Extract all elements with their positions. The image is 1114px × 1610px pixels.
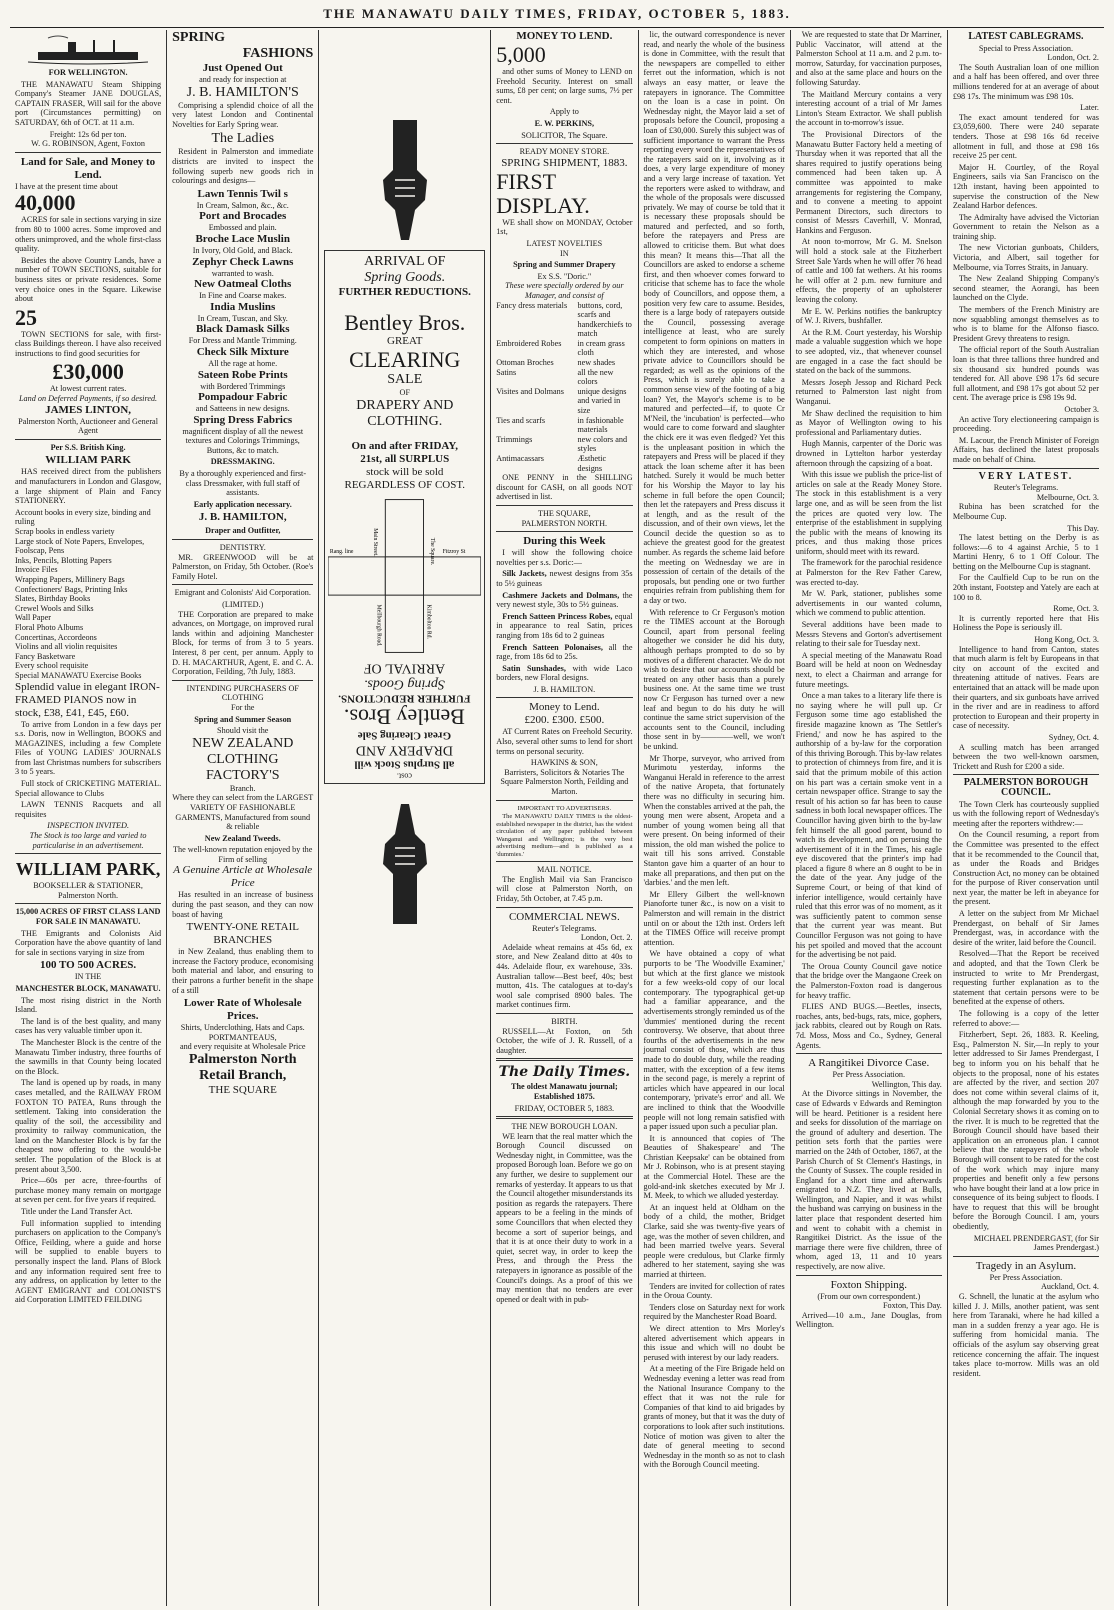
goods-sub: Embossed and plain. (208, 223, 277, 233)
cable-para: M. Lacour, the French Minister of Foreign Affairs, has declined the latest proposals made on behalf of China. (952, 435, 1099, 464)
map-main-label: Main Street. (372, 527, 379, 557)
news-para: Tenders close on Saturday next for work required by the Manchester Road Board. (643, 1302, 785, 1322)
news-para: FLIES AND BUGS.—Beetles, insects, roaches, ants, bed-bugs, rats, mice, gophers, jack rabbits, cleared out by Rough on Rats. 7d. Moss, Moss and Co., Sydney, General Agents. (795, 1002, 942, 1050)
divorce-place: Wellington, This day. (871, 1079, 942, 1089)
divorce-sub: Per Press Association. (832, 1070, 906, 1080)
goods-title: Lawn Tennis Twil s (197, 187, 288, 200)
linton-sub: Palmerston North, Auctioneer and General Agent (18, 416, 158, 436)
perkins: E. W. PERKINS, (534, 118, 595, 128)
reuter: Reuter's Telegrams. (532, 923, 597, 933)
shirts: Shirts, Underclothing, Hats and Caps. (180, 1023, 305, 1033)
goods-title: Pompadour Fabric (198, 391, 288, 404)
jbh-sig: J. B. HAMILTON. (533, 684, 596, 694)
goods-sub: and Satteens in new designs. (195, 404, 290, 414)
ss-head: Per S.S. British King. (50, 442, 126, 452)
pointing-hand-icon-2 (375, 804, 435, 924)
during-text: I will show the following choice novelties per s.s. Doric:— (496, 548, 633, 567)
news-para: Mr Thorpe, surveyor, who arrived from Murimotu yesterday, informs the Wanganui Herald in reference to the arrest of the native Aropeta, that fortunately there was no difficulty in securing him. When the constables arrived at the pah, the young men were absent, Aropeta and a number of young women being all that were present. On being informed of their mission, the old man wished the police to wait till his sons arrived. Constable Stanton gave him a quarter of an hour to make all preparations, and then put on the 'darbies.' and the men left. (643, 753, 785, 888)
pbc-para: Resolved—That the Report be received and adopted, and that the Town Clerk be instructed to write to Mr Prendergast, requesting further explanation as to the statement that certain persons were to be benefited at the expense of others. (952, 949, 1099, 1007)
news-para: With reference to Cr Ferguson's motion re the TIMES account at the Borough Council, apart from personal feeling altogether we consider he did his duty, although perhaps prompted to do so by motives of a different character. We do not wish to desire that our accounts should be treated on any other basis than a purely business one. At the same time we trust now Cr Ferguson has turned over a new leaf and begun to do his duty he will continue the same strict supervision of the accounts sent to the Council, including those sent in by————well, we won't be unkind. (643, 607, 785, 751)
list-item: Scrap books in endless variety (15, 527, 115, 536)
list-item: Account books in every size, binding and ruling (15, 507, 151, 527)
pn: PALMERSTON NORTH. (521, 518, 608, 528)
money-amount: 5,000 (496, 42, 546, 67)
drapery: DRAPERY AND (356, 397, 454, 413)
list-item: Violins and all violin requisites (15, 642, 118, 652)
town-text-1: Besides the above Country Lands, have a number of TOWN SECTIONS, suitable for business sites or private residences. Some very choice ones in the Square. Likewise about (15, 255, 162, 304)
goods-title: Broche Lace Muslin (195, 232, 290, 245)
news-para: The framework for the parochial residence at Palmerston for the Rev Father Carew, was erected to-day. (795, 558, 942, 587)
block-para: Price—60s per acre, three-fourths of purchase money many remain on mortgage at seven per cent. for five years if required. (15, 1176, 162, 1205)
acres-text: ACRES for sale in sections varying in size from 80 to 1000 acres. Some improved and others unimproved, and the whole first-class quality. (15, 215, 162, 254)
ladies-head: The Ladies (211, 131, 275, 147)
news-para: The Oroua County Council gave notice that the bridge over the Mangaone Creek on the Palmerston-Foxton road is dangerous for heavy traffic. (795, 961, 942, 1000)
ship-text: THE MANAWATU Steam Shipping Company's Steamer JANE DOUGLAS, CAPTAIN FRASER, Will sail for the above port (Circumstances permitting) on SATURDAY, 6th of OCT. at 11 a.m. (15, 79, 162, 127)
tennis: LAWN TENNIS Racquets and all requisites (15, 800, 162, 819)
list-item: Confectioners' Bags, Printing Inks (15, 584, 128, 594)
loan-head: THE NEW BOROUGH LOAN. (511, 1122, 618, 1132)
cable-para: An active Tory electioneering campaign is proceeding. (952, 414, 1099, 434)
block-para: The land is opened up by roads, in many cases metalled, and the RAILWAY FROM FOXTON TO PATEA, Runs through the settlement. Taking into consideration the quality of the soil, the accessibility and proximity to railway communication, the land on the Manchester Block is by far the cheapest now offering to the would-be settler. The population of the Block is at present about 3,500. (15, 1078, 162, 1174)
item: Satin Sunshades, with wide Laco borders, new Floral designs. (496, 663, 633, 683)
block-para: The Manchester Block is the centre of the Manawatu Timber industry, three fourths of the sawmills in that County being located on the Block. (15, 1037, 162, 1076)
further: FURTHER REDUCTIONS. (338, 286, 471, 298)
nz-text: in New Zealand, thus enabling them to increase the Factory produce, economising both material and labor, and ensuring to their patrons a further benefit in the shape of a still (172, 947, 314, 995)
spring-goods: Spring Goods. (364, 270, 446, 285)
agent: W. G. ROBINSON, Agent, Foxton (31, 139, 145, 149)
land-head: Land for Sale, and Money to Lend. (20, 155, 156, 181)
first-display: FIRST DISPLAY. (496, 168, 590, 218)
block-para: Title under the Land Transfer Act. (21, 1207, 133, 1217)
bentley-box (324, 250, 485, 784)
goods-sub: For Dress and Mantle Trimming. (188, 336, 297, 346)
dress-head: DRESSMAKING. (210, 457, 275, 467)
flip-further: FURTHER REDUCTIONS. (338, 692, 471, 705)
news-para: A special meeting of the Manawatu Road Board will be held at noon on Wednesday next, to elect a Chairman and arrange for future meetings. (795, 650, 942, 689)
flip-spring-goods: Spring Goods. (364, 676, 446, 692)
ssd: Spring and Summer Drapery (513, 260, 616, 270)
flip-surplus: all Surplus Stock will (354, 758, 455, 771)
london: London, Oct. 2. (580, 933, 633, 943)
item: Silk Jackets, newest designs from 35s to 5½ guineas (496, 569, 633, 588)
rome: Rome, Oct. 3. (1053, 604, 1099, 614)
of: OF (399, 388, 410, 397)
list-item: Inks, Pencils, Blotting Papers (15, 555, 112, 565)
news-para: Mr Shaw declined the requisition to him as Mayor of Wellington owing to his professional and Parliamentary duties. (795, 408, 942, 437)
goods-sub: All the rage at home. (208, 358, 278, 368)
flip-arrival: ARRIVAL OF (364, 660, 446, 676)
column-6 (791, 30, 948, 1606)
goods-sub: magnificent display of all the newest textures and Colorings Trimmings, Buttons, &c to match. (182, 426, 304, 455)
block-para: Full information supplied to intending purchasers on application to the Company's Office, Feilding, where a guide and horse will be supplied to enable buyers to personally inspect the land. Plans of Block and any information required sent free to any address, on application by letter to the AGENT EMIGRANT and COLONIST'S aid Corporation LIMITED FEILDING (15, 1218, 162, 1305)
list-item: Ottoman Broches (496, 358, 554, 368)
list-desc: in fashionable materials (577, 415, 624, 435)
hawkins: HAWKINS & SON, (530, 758, 598, 768)
date: 21st, all SURPLUS (360, 452, 450, 465)
acres-number: 40,000 (15, 190, 76, 216)
arrival: ARRIVAL OF (364, 254, 446, 269)
dress-text: By a thoroughly experienced and first-class Dressmaker, with full staff of assistants. (179, 469, 307, 498)
news-para: We direct attention to Mrs Morley's altered advertisement which appears in this issue and which will no doubt be perused with interest by our lady readers. (643, 1323, 785, 1362)
mail-head: MAIL NOTICE. (536, 865, 592, 875)
goods-sub: In Cream, Salmon, &c., &c. (196, 200, 289, 210)
emig-text: THE Emigrants and Colonists Aid Corporation have the above quantity of land for sale in sections varying in size from (15, 928, 162, 957)
tragedy-text: G. Schnell, the lunatic at the asylum who killed J. J. Mills, another patient, was sent here from Taranaki, where he had killed a man in a sudden frenzy a year ago. He is suffering from homicidal mania. The officials of the asylum say observing great reticence concerning the affair. The inquest takes place to-morrow. Mills was an old resident. (952, 1292, 1099, 1378)
tragedy-sub: Per Press Association. (989, 1272, 1063, 1282)
these: These were specially ordered by our Manager, and consist of (505, 281, 624, 300)
news-para: With this issue we publish the price-list of articles on sale at the Ready Money Store. The stock in this establishment is a very large one, and as will be seen from the list the prices are quoted very low. The enterprise of the establishment in supplying the public with the means of knowing its prices, and thus making those prices uniform, should meet with its reward. (795, 470, 942, 556)
columns (10, 30, 1104, 1606)
linton-name: JAMES LINTON, (45, 403, 132, 416)
list-desc: Æsthetic designs (577, 454, 607, 473)
money-note: At lowest current rates. (49, 384, 127, 394)
sydney: Sydney, Oct. 4. (1048, 732, 1099, 742)
steamship-icon (28, 32, 148, 66)
column-4 (491, 30, 638, 1606)
cable-oct3: October 3. (1064, 404, 1099, 414)
should: Should visit the (217, 726, 269, 736)
corp-text: THE Corporation are prepared to make advances, on Mortgage, on improved rural lands within and adjoining Manchester Block, for terms of from 3 to 5 years. Interest, 8 per cent, per annum. Apply to D. H. MACARTHUR, Agent, E. and C. A. Corporation, Feilding, 7th July, 1883. (172, 609, 314, 677)
where: Where they can select from the LARGEST VARIETY OF FASHIONABLE GARMENTS, Manufactured from sound & reliable (172, 793, 314, 832)
cable-para: The South Australian loan of one million and a half has been offered, and over three millions tendered for at an average of about £98 17s. The minimum was £98 10s. (952, 62, 1099, 101)
inspect-sub: The Stock is too large and varied to particularise in an advertisement. (29, 831, 147, 850)
branch: Branch. (229, 783, 256, 793)
news-para: It is announced that copies of 'The Beauties of Shakespeare' and 'The Christian Keepsake' can be obtained from Mr J. Robinson, who is at present staying at the Commercial Hotel. These are the gold-and-ink sketches executed by Mr J. M. Meek, to which we alluded yesterday. (643, 1133, 785, 1201)
drapery-list (496, 301, 632, 474)
fashions-head: FASHIONS (242, 46, 314, 61)
column-7 (948, 30, 1104, 1606)
sale: SALE (387, 372, 423, 387)
column-5 (639, 30, 791, 1606)
pianos: Splendid value in elegant IRON-FRAMED PIANOS now in stock, £38, £41, £45, £60. (15, 680, 160, 719)
stock: stock will be sold (366, 465, 444, 478)
goods-sub: In Fine and Coarse makes. (199, 291, 287, 301)
nzcf: NEW ZEALAND CLOTHING FACTORY'S (192, 735, 294, 783)
great: GREAT (387, 335, 423, 347)
news-para: Several additions have been made to Messrs Stevens and Gorton's advertisement relating to their sale for Tuesday next. (795, 620, 942, 649)
port: PORTMANTEAUS, (208, 1032, 277, 1042)
the-square: THE SQUARE (208, 1084, 277, 1096)
list-item: Invoice Files (15, 565, 58, 575)
goods-title: New Oatmeal Cloths (194, 278, 292, 291)
list-desc: in cream grass cloth (577, 338, 625, 358)
goods-title: India Muslins (210, 300, 276, 313)
pbc-para: The Town Clerk has courteously supplied us with the following report of Wednesday's meeting after the reporters withdrew:— (952, 799, 1099, 828)
map-road-label: Fitzroy St (442, 548, 466, 555)
news-para: Messrs Joseph Jessop and Richard Peck returned to Palmerston last night from Wanganui. (795, 377, 942, 406)
oldest: The oldest Manawatu journal; Established 1875. (511, 1082, 618, 1101)
flip-sale: Great Clearing Sale (358, 729, 452, 742)
list-desc: new shades (577, 358, 616, 368)
divorce-text: At the Divorce sittings in November, the case of Edwards v Edwards and Remington will be heard. Petitioner is a resident here and seeks for dissolution of the marriage on the ground of adultery and desertion. The petition sets forth that the parties were married on the 24th of October, 1867, at the Parish Church of St Clement's Hastings, in the County of Sussex. The couple resided in England for a short time and afterwards emigrated to N.Z. They lived at Bulls, Wellington, and Napier, and it was whilst the husband was carrying on business in the latter place that respondent deserted him and went to cohabit with a chemist in Rangitikei District. As the issue of the marriage there were five children, three of whom, aged 13, 11 and 10 years respectively, are now alive. (795, 1089, 942, 1272)
column-3 (319, 30, 491, 1606)
money-text: and other sums of Money to LEND on Freehold Security. Interest on small sums, £8 per cent; on large sums, 7½ per cent. (496, 67, 633, 105)
mail-text: The English Mail via San Francisco will close at Palmerston North, on Friday, 5th October, at 7.45 p.m. (496, 874, 633, 903)
list-item: Fancy dress materials (496, 300, 568, 310)
list-desc: unique designs and varied in size (577, 386, 627, 416)
during: During this Week (523, 535, 606, 548)
goods-list (172, 188, 313, 456)
jbh2: J. B. HAMILTON, (198, 511, 287, 524)
lower: Lower Rate of Wholesale Prices. (183, 997, 302, 1023)
flip-drapery: DRAPERY AND (356, 742, 454, 758)
block-para: The land is of the best quality, and many cases has very valuable timber upon it. (15, 1016, 162, 1036)
land-intro: I have at the present time about (15, 181, 118, 191)
this-day: This Day. (1067, 523, 1099, 533)
map-square-label: The Square. (429, 537, 436, 566)
goods-sub: warranted to wash. (211, 268, 274, 278)
list-desc: buttons, cord, scarfs and handkerchiefs to match (577, 300, 632, 339)
list-item: Embroidered Robes (496, 338, 562, 348)
park-name: WILLIAM PARK (45, 454, 131, 467)
pbc-para: On the Council resuming, a report from the Committee was presented to the effect that it be recommended to the Council that, as under the Roads and Bridges Construction Act, no money can be obtained for the purpose of River conservation until next year, the matter be left in abeyance for the present. (952, 830, 1099, 907)
genuine: A Genuine Article at Wholesale Price (173, 864, 313, 890)
cable-head: LATEST CABLEGRAMS. (968, 31, 1084, 42)
news-para: The Maitland Mercury contains a very interesting account of a trial of Mr James Linton's Steam Extractor. We shall publish the account in to-morrow's issue. (795, 89, 942, 128)
news-para: At an inquest held at Oldham on the body of a child, the mother, Bridget Clarke, said she was twenty-five years of age, was the mother of seven children, and had been married twelve years. Several people were credulous, but Clarke firmly adhered to her statement, saying she was married at thirteen. (643, 1202, 785, 1279)
clearing: CLEARING (349, 347, 461, 372)
pbc-head: PALMERSTON BOROUGH COUNCIL. (963, 777, 1089, 798)
draper: Draper and Outfitter, (205, 526, 281, 536)
news-para: Mr W. Park, stationer, publishes some advertisements in our wanted column, which we commend to public attention. (795, 589, 942, 618)
park-text: HAS received direct from the publishers and manufacturers in London and Glasgow, a large shipment of Plain and Fancy STATIONERY. (15, 467, 162, 506)
loan-text: WE learn that the real matter which the Borough Council discussed on Wednesday night, in Committee, was the proposed Borough loan. Before we go on any further, we desire to supplement our remarks of yesterday. It appears to us that the Council altogether misunderstands its position as regards the ratepayers. There appears to be a feeling in the minds of some Councillors that when elected they become a sort of superior beings, and that it is at once their duty to work in a quiet, secret way, in order to keep the Press, and through the Press the ratepayers in ignorance as possible of the Council's doings. As a proof of this we may mention that no tenders are ever opened or dealt with in pub- (496, 1131, 633, 1304)
we-show: WE shall show on MONDAY, October 1st, (496, 217, 633, 237)
news-para: lic, the outward correspondence is never read, and nearly the whole of the business is done in Committee, with the result that the newspapers are compelled to either ferret out the information, which is not always an easy matter, or leave the ratepayers in ignorance. The Committee on the loan is a case in point. On Wednesday night, the Mayor laid a set of proposals before the Council, proposing a loan of £30,000. Surely this subject was of sufficient importance to warrant the Press reporting every word the representatives of the ratepayers said on it, involving as it does, a very large expenditure of money and a very large increase of taxation. Yet the reporters were asked to withdraw, and the whole of the proposals were discussed privately. We may of course be told that it is necessary these proposals should be matured and perfected, and so forth, before the ratepayers and Press are allowed to criticise them. But what does this mean? It means this—That all the Councillors are asked to endorse a scheme first, and then whoever comes forward to criticise that scheme has to face the whole body of Councillors, and oppose them, a position very few care to assume. Besides, there is a large body of ratepayers outside the Council, possessing average intelligence at least, who are surely competent to form opinions on matters in which they are interested, and whose private advice to Councillors should be regarded; as well as the opinions of the Press, which is surely able to take a common sense view of the footing of a big loan? Yet, the Mayor's scheme is to be matured and perfected—if, to quote Cr M'Neil, the 'incubation' is perfected—who would care to come forward and slaughter the chick ere it was even fledged? Yet this is the unpleasant position in which the ratepayers and Press will be placed if they attack the loan scheme after it has been hatched. Surely it would be much better for his Worship the Mayor to lay his scheme in full before the open Council; then let the ratepayers and Press discuss it at length, and as the result of the discussion, and of their own views, let the Council decide the question so as to achieve the greatest good for the greatest number. As regards the scheme laid before the meeting on Wednesday we are in possession of certain of the details of the proposals, but pending one or two further enquiries refrain from publishing them for a day or two. (643, 30, 785, 606)
cable-spec: Special to Press Association. (978, 43, 1073, 53)
list-item: Floral Photo Albums (15, 622, 84, 632)
for-the: For the (231, 702, 255, 712)
friday: On and after FRIDAY, (351, 439, 459, 452)
list-item: Antimacassars (496, 454, 544, 463)
divorce-head: A Rangitikei Divorce Case. (808, 1057, 930, 1070)
masthead: THE MANAWATU DAILY TIMES, FRIDAY, OCTOBER 5, 1883. (10, 6, 1104, 28)
comm-text: Adelaide wheat remains at 45s 6d, ex store, and New Zealand ditto at 40s to 44s. Adelaide flour, ex warehouse, 33s. Australian tallow—Best beef, 40s; best mutton, 41s. The catalogues at to-day's wool sale comprised 8900 bales. The market continues firm. (496, 942, 633, 1010)
goods-title: Port and Brocades (199, 210, 287, 223)
doric: Ex S.S. "Doric." (537, 271, 592, 281)
corp-limited: (LIMITED.) (222, 600, 264, 609)
goods-sub: In Cream, Tuscan, and Sky. (197, 313, 288, 323)
news-para: We have obtained a copy of what purports to be 'The Woodville Examiner,' but which at the first glance we mistook for a few weeks-old copy of our local contemporary. The typographical get-up had a familiar appearance, and the advertisements strongly reminded us of the 'dummies' mentioned during the recent controversy. We observe, that about three fourths of the advertisements in the new journal consist of those, which are thus made to do double duty, while the reading matter, with the exception of a few items in the second page, is merely a reprint of articles which have appeared in our local contemporary, 'private's error' and all. We are inclined to think that the Woodville people will not long remain satisfied with a paper issued upon such a peculiar plan. (643, 949, 785, 1132)
inspect: INSPECTION INVITED. (47, 821, 129, 831)
dent-text: MR. GREENWOOD will be at Palmerston, on Friday, 5th October. (Roe's Family Hotel. (172, 552, 314, 581)
news-para: At a meeting of the Fire Brigade held on Wednesday evening a letter was read from the National Insurance Company to the effect that it was not the rule for Companies of that kind to aid brigades by grants of money, but that it was the duty of corporations to look after such institutions. Notice of motion was given to alter the date of general meeting to second Wednesday in the month so as not to clash with the Borough Council meeting. (643, 1364, 785, 1470)
block-head: MANCHESTER BLOCK, MANAWATU. (15, 983, 161, 993)
cable-para: The official report of the South Australian loan is that three tallions three hundred and six thousand six hundred pounds was tendered for. All above £98 17s 6d secure full allotment, and £98 17s got about 52 per cent. The average price is £98 19s 9d. (952, 345, 1099, 403)
in: IN (560, 248, 569, 258)
perkins-sub: SOLICITOR, The Square. (521, 130, 608, 140)
dent-head: DENTISTRY. (219, 543, 266, 553)
sums: £200. £300. £500. (524, 714, 605, 727)
reuter: Reuter's Telegrams. (993, 483, 1059, 493)
hong-kong: Hong Kong, Oct. 3. (1034, 635, 1099, 645)
street-map (328, 496, 481, 656)
range: 100 TO 500 ACRES. (39, 959, 137, 972)
melb: Melbourne, Oct. 3. (1036, 492, 1099, 502)
pbc-para: Fitzherbert, Sept. 26, 1883. R. Keeling, Esq., Palmerston N. Sir,—In reply to your letter addressed to Sir James Prendergast, I beg to inform you on his behalf that he objects to the proposal, none of his estates are affected by the river, and section 207 does not come within several claims of it, although the map forwarded by you to the Colonial Secretary shows it as coming on to the river. It is much to be regretted that the Borough Council should have based their application on an erroneous plan. I cannot believe that the ratepayers of the whole Borough will consent to be rated for the cost of the work which may injure many properties and benefit only a few persons who have bought their land at a low price in consequence of its being subject to floods. I have to request that this will be brought before the Borough Council. I am, yours obediently, (952, 1030, 1099, 1232)
flip-cost: cost. (397, 771, 413, 781)
arrive: To arrive from London in a few days per s.s. Doris, now in Wellington, BOOKS and MAGAZINES, including a few Complete Files of YOUNG LADIES' JOURNALS from last Christmas numbers for subscribers 3 to 5 years. (15, 719, 162, 777)
news-para: At noon to-morrow, Mr G. M. Snelson will hold a stock sale at the Fitzherbert Street Sale Yards when he will offer 76 head of cattle and 100 fat wethers. At his rooms he will offer at 2 p.m. new furniture and effects, the property of an upholsterer leaving the colony. (795, 237, 942, 305)
foxton-head: Foxton Shipping. (830, 1278, 907, 1291)
news-para: The Provisional Directors of the Manawatu Butter Factory held a meeting of Thursday when it was reported that all the shares required to justify operations being commenced had been taken up. A committee was appointed to make arrangements for registering the Company, and to convene a meeting to appoint Permanent Directors, such directors to consist of Messrs Caverhill, V. Monrad, Hankins and Ferguson. (795, 129, 942, 235)
season: Spring and Summer Season (194, 714, 292, 724)
cable-para: A sculling match has been arranged between the two well-known oarsmen, Trickett and Rush for £200 a side. (952, 742, 1099, 771)
list-item: Ties and scarfs (496, 415, 546, 425)
goods-sub: In Ivory, Old Gold, and Black. (192, 245, 293, 255)
item: French Satteen Polonaises, all the rage, from 18s 6d to 25s. (496, 642, 633, 662)
date: FRIDAY, OCTOBER 5, 1883. (514, 1103, 615, 1113)
list-item: Special MANAWATU Exercise Books (15, 670, 142, 680)
cricket: Full stock of CRICKETING MATERIAL. Special allowance to Clubs (15, 779, 162, 798)
cable-para: It is currently reported here that His Holiness the Pope is seriously ill. (952, 613, 1099, 633)
cable-para: The members of the French Ministry are now squabbling amongst themselves as to who is to blame for the Alfonso fiasco. President Grevy threatens to resign. (952, 305, 1099, 343)
birth-head: BIRTH. (551, 1016, 578, 1026)
list-item: Trimmings (496, 434, 533, 444)
goods-title: Zephyr Check Lawns (192, 255, 294, 268)
map-range-label: Rang. line (330, 548, 354, 555)
mtl: Money to Lend. (529, 701, 600, 714)
well: The well-known reputation enjoyed by the Firm of selling (173, 845, 313, 864)
corp-head: Emigrant and Colonists' Aid Corporation. (174, 588, 311, 598)
goods-title: Black Damask Silks (195, 323, 290, 336)
cable-para: The new Victorian gunboats, Childers, Victoria, and Albert, sail together for Melbourne, via Torres Straits, in January. (952, 243, 1099, 272)
haw-sub: Barristers, Solicitors & Notaries The Square Palmerston North, Feilding and Marton. (500, 767, 629, 797)
jbh-head: J. B. HAMILTON'S (186, 84, 299, 100)
foxton-text: Arrived—10 a.m., Jane Douglas, from Wellington. (795, 1310, 942, 1330)
cable-london: London, Oct. 2. (1047, 53, 1099, 63)
early: Early application necessary. (193, 499, 292, 509)
imp-text: The MANAWATU DAILY TIMES is the oldest-established newspaper in the district, has the widest circulation of any paper published between Wanganui and Wellington; is the very best advertising medium—and is published as a 'dummies.' (496, 813, 633, 858)
list-item: Concertinas, Accordeons (15, 632, 97, 642)
daily-times: The Daily Times. (498, 1064, 631, 1081)
list-item: Large stock of Note Papers, Envelopes, Foolscap, Pens (15, 536, 145, 556)
list-desc: new colors and styles (577, 434, 628, 454)
money-amount: £30,000 (52, 359, 124, 385)
column-1 (10, 30, 167, 1606)
goods-sub: with Bordered Trimmings (200, 381, 286, 391)
deferred: Land on Deferred Payments, if so desired. (19, 394, 158, 404)
shipment: SPRING SHIPMENT, 1883. (501, 156, 628, 169)
inspect-at: and ready for inspection at (199, 75, 287, 84)
goods-title: Check Silk Mixture (196, 345, 289, 358)
pbc-para: A letter on the subject from Mr Michael Prendergast, on behalf of Sir James Prendergast, was, in accordance with the desire of the writer, laid before the Council. (952, 909, 1099, 947)
cable-para: The Admiralty have advised the Victorian Government to retain the Nelson as a training ship. (952, 212, 1099, 241)
town-number: 25 (15, 304, 37, 330)
imp-head: IMPORTANT TO ADVERTISERS. (517, 804, 612, 812)
just-opened: Just Opened Out (202, 62, 283, 74)
pointing-hand-icon (375, 120, 435, 240)
birth-text: RUSSELL—At Foxton, on 5th October, the wife of J. R. Russell, of a daughter. (496, 1026, 633, 1055)
foxton-place: Foxton, This Day. (882, 1301, 942, 1311)
acres-head: 15,000 ACRES OF FIRST CLASS LAND FOR SALE IN MANAWATU. (15, 907, 161, 926)
news-para: Tenders are invited for collection of rates in the Oroua County. (643, 1281, 785, 1301)
map-kim-label: Kimbolton Rd. (425, 604, 432, 639)
intend: INTENDING PURCHASERS OF CLOTHING (186, 683, 299, 703)
tweeds: New Zealand Tweeds. (204, 833, 281, 843)
news-para: Hugh Mannis, carpenter of the Doric was drowned in Lyttelton harbor yesterday afternoon through the capsizing of a boat. (795, 439, 942, 468)
result: Has resulted in an increase of business during the past season, and they can now boast of having (172, 890, 314, 919)
list-item: Every school requisite (15, 661, 89, 671)
pnb: Palmerston North Retail Branch, (188, 1052, 297, 1083)
news-para: At the R.M. Court yesterday, his Worship made a valuable suggestion which we hope to see adopted, viz., that whenever counsel are engaged in a case the fact should be stated on the back of the summons. (795, 327, 942, 376)
bentley: Bentley Bros. (344, 310, 466, 335)
news-para: We are requested to state that Dr Marriner, Public Vaccinator, will attend at the Palmerston School at 11 a.m. and 2 p.m. to-morrow, Saturday, for vaccination purposes, and also at the same place and hours on the following Saturday. (795, 30, 942, 87)
foxton-sub: (From our own correspondent.) (817, 1291, 921, 1301)
ship-label: FOR WELLINGTON. (48, 68, 128, 77)
inverted-advert (328, 660, 481, 781)
in-the: IN THE (74, 972, 102, 982)
ladies-text: Resident in Palmerston and immediate districts are invited to inspect the following superb new goods rich in colourings and designs— (172, 147, 314, 186)
cable-para: Major H. Courtley, of the Royal Engineers, sails via San Francisco on the 12th instant, having been appointed to supervise the construction of the New Zealand Harbor defences. (952, 162, 1099, 211)
list-item: Fancy Basketware (15, 651, 76, 661)
cable-para: Intelligence to hand from Canton, states that much alarm is felt by Europeans in that city on account of the excited and threatening attitude of natives. Fears are entertained that an attack will be made upon their quarters, and six gunboats have arrived in the river and are in readiness to afford protection to European and their property in case of necessity. (952, 644, 1099, 731)
latest: LATEST NOVELTIES (526, 238, 603, 248)
tragedy-place: Auckland, Oct. 4. (1041, 1282, 1099, 1292)
list-item: Wrapping Papers, Millinery Bags (15, 574, 125, 584)
cable-para: The latest betting on the Derby is as follows:—6 to 4 against Archie, 5 to 1 Martini Henry, 6 to 1 Off Colour. The betting on the Melbourne Cup is stagnant. (952, 533, 1099, 571)
pbc-para: MICHAEL PRENDERGAST, (for Sir James Prendergast.) (973, 1233, 1099, 1253)
block-para: The most rising district in the North Island. (15, 995, 162, 1015)
goods-title: Sateen Robe Prints (197, 368, 288, 381)
cable-para: The exact amount tendered for was £3,059,600. There were 240 separate tenders. Those at £98 16s 6d receive allotment in full, and those at £98 16s receive 25 per cent. (952, 112, 1099, 161)
town-text-2: TOWN SECTIONS for sale, with first-class Buildings thereon. I have also received instructions to find good securities for (15, 329, 162, 358)
map-mall-label: Mellbourgh Road. (376, 604, 383, 647)
flip-bentley: Bentley Bros. (344, 704, 466, 730)
very-latest: VERY LATEST. (978, 470, 1074, 482)
clothing: CLOTHING. (367, 413, 443, 429)
list-item: Wall Paper (15, 613, 51, 623)
park2-sub: BOOKSELLER & STATIONER, Palmerston North. (33, 881, 143, 900)
regardless: REGARDLESS OF COST. (344, 478, 466, 491)
park2-name: WILLIAM PARK, (15, 859, 161, 880)
goods-title: Spring Dress Fabrics (193, 413, 293, 426)
item: French Satteen Princess Robes, equal in appearance to real Satin, prices ranging from 18s 6d to 2 guineas (496, 611, 633, 640)
item: Cashmere Jackets and Dolmans, the very newest style, 30s to 5½ guineas. (496, 590, 633, 610)
twenty: TWENTY-ONE RETAIL BRANCHES (186, 921, 299, 947)
list-item: Crewel Wools and Silks (15, 603, 94, 613)
at-current: AT Current Rates on Freehold Security. Also, several other sums to lend for short terms on personal security. (496, 727, 633, 756)
cable-para: Rubina has been scratched for the Melbourne Cup. (952, 502, 1099, 521)
list-item: Slates, Birthday Books (15, 594, 91, 604)
list-item: Visites and Dolmans (496, 386, 564, 396)
ready-money: READY MONEY STORE. (519, 147, 610, 157)
apply: Apply to (549, 107, 579, 117)
sq: THE SQUARE, (537, 508, 591, 518)
news-para: Mr Ellery Gilbert the well-known Pianoforte tuner &c., is now on a visit to Palmerston and will remain in the district until on or about the 12th inst. Orders left at the TIMES Office will receive prompt attention. (643, 889, 785, 947)
column-2 (167, 30, 319, 1606)
spring-head: SPRING (172, 30, 226, 45)
list-desc: all the new colors (577, 367, 614, 387)
comm-head: COMMERCIAL NEWS. (508, 910, 620, 923)
cable-para: The New Zealand Shipping Company's second steamer, the Aorangi, has been launched on the Clyde. (952, 274, 1099, 303)
money-head: MONEY TO LEND. (516, 30, 613, 42)
news-para: Mr E. W. Perkins notifies the bankruptcy of W. J. Rivers, bushfaller. (795, 306, 942, 326)
penny: ONE PENNY in the SHILLING discount for CASH, on all goods NOT advertised in list. (496, 473, 633, 502)
cable-later: Later. (1080, 103, 1099, 113)
jbh-text: Comprising a splendid choice of all the very latest London and Continental Novelties for Early Spring wear. (172, 100, 314, 129)
list-item: Satins (496, 367, 517, 377)
every: and every requisite at Wholesale Price (179, 1042, 306, 1052)
pbc-para: The following is a copy of the letter referred to above:— (952, 1009, 1099, 1028)
cable-para: For the Caulfield Cup to be run on the 20th instant, Footstep and Yately are each at 100 to 8. (952, 573, 1099, 602)
tragedy-head: Tragedy in an Asylum. (975, 1259, 1077, 1272)
news-para: Once a man takes to a literary life there is no saying where he will pull up. Cr Ferguson some time ago established the fireside magazine known as 'The Settler's Friend,' and now he has aspired to the authorship of a by-law for the corporation of this thriving Borough. This by-law relates to protection of chimneys from fire, and it is said that the primum mobile of this action on his part was a certain smoke vent in a certain newspaper office. Strange to say the result of his action so far has been to cause sadness in both local newspaper offices. The Councillor having given birth to the by-law felt himself the all good parent, bound to watch its development, and on perusing the advertisement of it in the Times, his eagle eye discovered that the printer's imp had placed a figure 8 where an 8 ought to be in the date of the year. Any judge of the Supreme Court, or being of that kind of inferior intelligence, would certainly have ruled that this error was of no moment, as it was sufficiently patent to common sense that the current year was meant. But Councillor Ferguson was not going to have his pet spoiled and moved that the account for the advertising be not paid. (795, 691, 942, 960)
freight: Freight: 12s 6d per ton. (49, 129, 127, 139)
park-items (15, 508, 161, 681)
